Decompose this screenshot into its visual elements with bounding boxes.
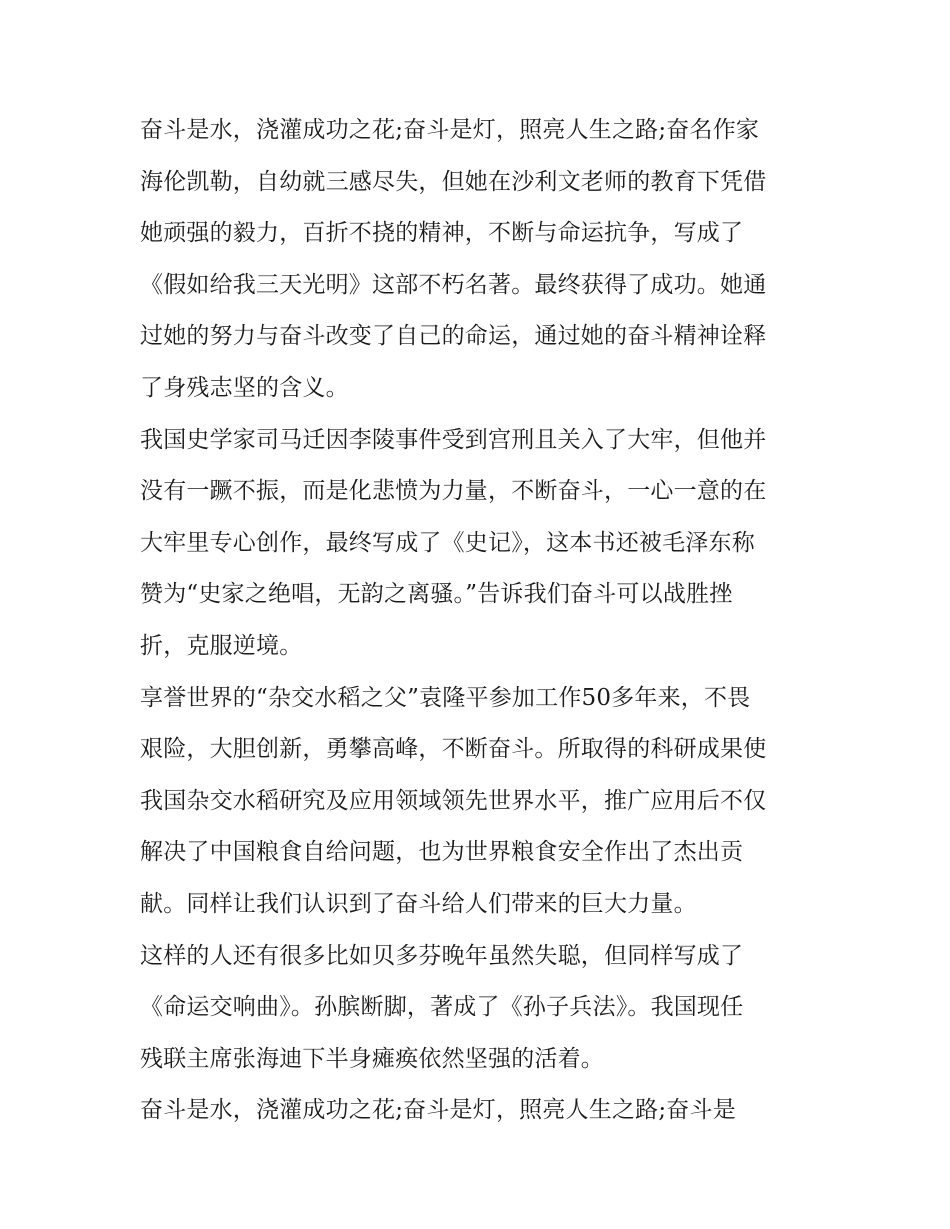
text-line: 这样的人还有很多比如贝多芬晚年虽然失聪，但同样写成了 — [140, 942, 744, 969]
text-line: 我国史学家司马迁因李陵事件受到宫刑且关入了大牢，但他并 — [140, 426, 767, 453]
text-line: 奋斗是水，浇灌成功之花;奋斗是灯，照亮人生之路;奋斗是 — [140, 1097, 736, 1124]
text-line: 她顽强的毅力，百折不挠的精神，不断与命运抗争，写成了 — [140, 220, 744, 247]
text-line: 艰险，大胆创新，勇攀高峰，不断奋斗。所取得的科研成果使 — [140, 736, 767, 763]
text-line: 《命运交响曲》。孙膑断脚，著成了《孙子兵法》。我国现任 — [140, 994, 744, 1021]
text-line: 大牢里专心创作，最终写成了《史记》，这本书还被毛泽东称 — [140, 529, 755, 556]
paragraph-yuan-longping — [140, 673, 820, 931]
text-line: 残联主席张海迪下半身瘫痪依然坚强的活着。 — [140, 1045, 604, 1072]
text-line: 《假如给我三天光明》这部不朽名著。最终获得了成功。她通 — [140, 271, 767, 298]
paragraph-closing — [140, 1085, 820, 1137]
text-line: 献。同样让我们认识到了奋斗给人们带来的巨大力量。 — [140, 890, 697, 917]
paragraph-sima-qian — [140, 415, 820, 673]
text-line: 奋斗是水，浇灌成功之花;奋斗是灯，照亮人生之路;奋名作家 — [140, 117, 760, 143]
text-line: 享誉世界的“杂交水稻之父”袁隆平参加工作50多年来，不畏 — [140, 684, 751, 711]
text-line: 赞为“史家之绝唱，无韵之离骚。”告诉我们奋斗可以战胜挫 — [140, 581, 733, 608]
text-line: 过她的努力与奋斗改变了自己的命运，通过她的奋斗精神诠释 — [140, 323, 767, 350]
text-line: 我国杂交水稻研究及应用领域领先世界水平，推广应用后不仅 — [140, 787, 767, 814]
paragraph-other-examples — [140, 931, 820, 1086]
text-line: 海伦凯勒，自幼就三感尽失，但她在沙利文老师的教育下凭借 — [140, 168, 767, 195]
text-line: 折，克服逆境。 — [140, 632, 303, 659]
paragraph-helen-keller — [140, 105, 820, 415]
text-column — [140, 105, 820, 1137]
text-line: 没有一蹶不振，而是化悲愤为力量，不断奋斗，一心一意的在 — [140, 478, 767, 505]
text-line: 了身残志坚的含义。 — [140, 374, 349, 401]
text-line: 解决了中国粮食自给问题，也为世界粮食安全作出了杰出贡 — [140, 839, 744, 866]
